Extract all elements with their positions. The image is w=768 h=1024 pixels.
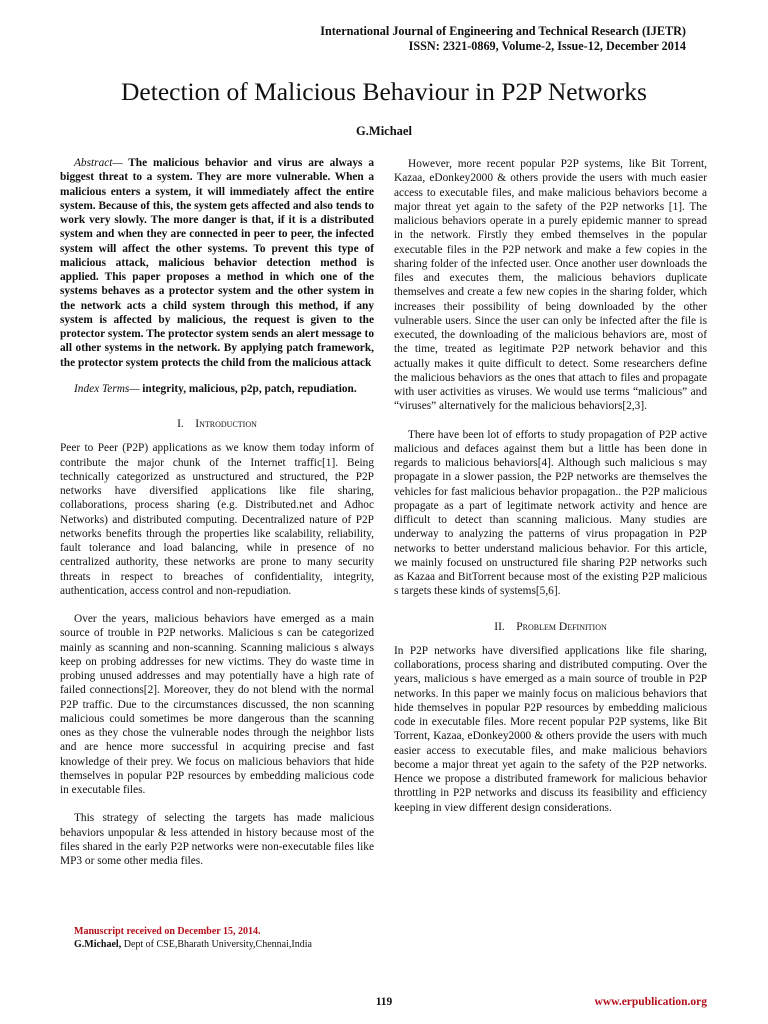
abstract-text: The malicious behavior and virus are always a biggest threat to a system. They are more vulnerable. When a malicious enters a system, it will immediately affect the entire system. Because of this, the system gets affected and also tends to work very slowly. The more danger is that, if it is a distributed system and when they are connected in peer to peer, the infected system will affect the other systems. To prevent this type of malicious attack, malicious behavior detection method is applied. This paper proposes a method in which one of the systems behaves as a protector system and the other system in the network acts a child system through this method, if any system is affected by malicious, the request is given to the protector system. The protector system sends an alert message to all other systems in the network. By applying patch framework, the protector system protects the child from the malicious attack [60,157,374,369]
intro-paragraph: Over the years, malicious behaviors have emerged as a main source of trouble in P2P networks. Malicious s can be categorized mainly as scanning and non-scanning. Scanning malicious s always keep on probing addresses for new victims. They do waste time in probing unused addresses and may potentially have a high rate of failed connections[2]. Moreover, they do not blend with the normal P2P traffic. Due to the circumstances discussed, the non scanning malicious could sometimes be more dangerous than the scanning ones as they chose the vulnerable nodes through the neighbor lists and are hence more successful in acquiring precise and fast knowledge of their prey. We focus on malicious behaviors that hide themselves in popular P2P resources by embedding malicious code in executable files. [60,613,374,796]
index-terms-label: Index Terms— [74,382,140,395]
footnote [74,926,312,951]
footnote-author: G.Michael, [74,938,122,950]
abstract [60,156,374,370]
footnote-affiliation: Dept of CSE,Bharath University,Chennai,India [121,938,312,950]
right-column [394,157,707,815]
author-affiliation [74,939,312,952]
section-heading-introduction: I. Introduction [177,418,257,430]
journal-name: International Journal of Engineering and Technical Research (IJETR) [320,24,686,38]
section-heading-problem-definition: II. Problem Definition [494,620,607,633]
abstract-label: Abstract— [74,157,123,169]
page-number: 119 [375,996,393,1008]
intro-paragraph: Peer to Peer (P2P) applications as we know them today inform of contribute the major chunk of the Internet traffic[1]. Being technically categorized as unstructured and structured, the P2P networks have diversified applications like file sharing, collaborations, process sharing (e.g. Distributed.net and Adhoc Networks) and distributed computing. Decentralized nature of P2P networks benefits through the properties like scalability, reliability, fault tolerance and load balancing, while in presence of no centralized authority, these networks are prone to many security threats in respect to breaches of confidentiality, integrity, authentication, access control and non-repudiation. [60,442,374,597]
problem-paragraph: In P2P networks have diversified applications like file sharing, collaborations, process sharing and distributed computing. Over the years, malicious s have emerged as a main source of trouble in P2P networks. In this paper we mainly focus on malicious behaviors that hide themselves in popular P2P resources by embedding malicious code in executable files. More recent popular P2P systems, like Bit Torrent, Kazaa, eDonkey2000 & others provide the users with much easier access to executable files, and make malicious behaviors become a major threat yet again to the safety of the P2P networks. Hence we propose a distributed framework for malicious behavior throttling in P2P networks and discuss its feasibility and efficiency keeping in view different design considerations. [394,644,707,814]
paper-author: G.Michael [356,124,412,138]
journal-issn: ISSN: 2321-0869, Volume-2, Issue-12, December 2014 [408,39,686,53]
left-column [60,156,374,868]
website-link[interactable]: www.erpublication.org [594,996,707,1008]
body-paragraph: There have been lot of efforts to study propagation of P2P active malicious and defaces against them but a little has been done in regards to malicious behaviors[4]. Although such malicious s may propagate in a slower passion, the P2P networks are themselves the vehicles for fast malicious behavior propagation.. the P2P malicious propagate as a part of legitimate network activity and hence are difficult to detect than scanning malicious. Many studies are underway to analyzing the patterns of virus propagation in P2P networks to better understand malicious behavior. For this article, we mainly focused on unstructured file sharing P2P networks such as Kazaa and BitTorrent because most of the existing P2P malicious s targets these kinds of systems[5,6]. [394,428,707,598]
index-terms [60,382,374,396]
index-terms-text: integrity, malicious, p2p, patch, repudiation. [139,382,357,395]
body-paragraph: However, more recent popular P2P systems, like Bit Torrent, Kazaa, eDonkey2000 & others provide the users with much easier access to executable files, and make malicious behaviors become a major threat yet again to the safety of the P2P networks [1]. The malicious behaviors operate in a purely epidemic manner to spread in the network. Firstly they embed themselves in the popular executable files in the P2P network and make a few copies in the sharing folder of the infected user. Once another user downloads the files and executes them, the malicious behaviors duplicate themselves and create a few new copies in the sharing folder, which increases their possibility of being downloaded by the other vulnerable users. Since the user can only be infected after the file is executed, the downloading of the malicious behaviors are, most of the time, treated as legitimate P2P network behavior and this actually makes it quite difficult to detect. Some researchers define the malicious behaviors as the ones that attach to files and propagate with user activities as viruses. We would use terms “malicious” and “viruses” alternatively for the malicious behaviors[2,3]. [394,158,707,413]
intro-paragraph: This strategy of selecting the targets has made malicious behaviors unpopular & less attended in history because most of the files shared in the early P2P networks were non-executable files like MP3 or some other media files. [60,812,374,867]
manuscript-received: Manuscript received on December 15, 2014. [74,926,261,937]
journal-header [320,24,686,54]
paper-title: Detection of Malicious Behaviour in P2P Networks [121,77,647,106]
